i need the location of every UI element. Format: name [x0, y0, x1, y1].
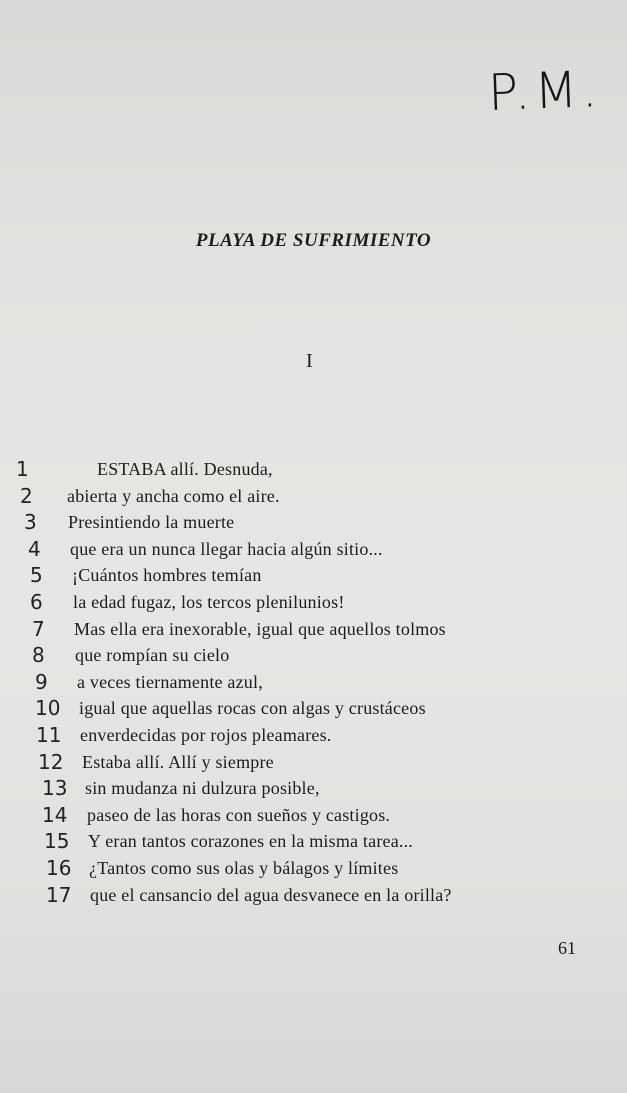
poem-line-text: ¿Tantos como sus olas y bálagos y límites: [89, 857, 399, 878]
poem-line: [0, 615, 627, 642]
poem-line: [0, 641, 627, 668]
poem-line-text: Presintiendo la muerte: [68, 512, 235, 533]
poem-line: [0, 827, 627, 854]
poem-line: [0, 854, 627, 881]
handwritten-line-number: 15: [44, 829, 70, 854]
poem-line-text: enverdecidas por rojos pleamares.: [80, 724, 332, 745]
poem-line-text: igual que aquellas rocas con algas y crustáceos: [79, 698, 426, 719]
page-number: 61: [558, 938, 576, 958]
handwritten-line-number: 9: [35, 669, 48, 694]
poem-line: [0, 561, 627, 588]
handwritten-line-number: 13: [42, 776, 68, 801]
handwritten-line-number: 5: [30, 563, 43, 588]
poem-line: [0, 881, 627, 908]
poem-line-text: ESTABA allí. Desnuda,: [97, 459, 273, 479]
poem-line-text: Mas ella era inexorable, igual que aquellos tolmos: [74, 618, 446, 639]
handwritten-line-number: 17: [46, 882, 72, 907]
poem-line-text: que el cansancio del agua desvanece en la orilla?: [90, 884, 452, 905]
handwritten-line-number: 1: [16, 457, 29, 481]
poem-line: [0, 482, 627, 509]
poem-line: [0, 588, 627, 615]
handwritten-line-number: 4: [28, 536, 41, 561]
poem-line-text: que era un nunca llegar hacia algún sitio...: [70, 538, 383, 559]
handwritten-line-number: 10: [35, 696, 61, 721]
handwritten-line-number: 7: [32, 616, 45, 641]
poem-line: [0, 801, 627, 828]
poem-line-text: sin mudanza ni dulzura posible,: [85, 778, 320, 799]
poem-line: [0, 535, 627, 562]
handwritten-initials: P.M.: [487, 60, 603, 122]
handwritten-line-number: 2: [20, 483, 33, 508]
poem-line: [0, 748, 627, 775]
handwritten-line-number: 3: [24, 510, 37, 535]
poem-line-text: abierta y ancha como el aire.: [67, 485, 280, 506]
poem-line-text: Y eran tantos corazones en la misma tarea...: [88, 831, 413, 852]
poem-line: [0, 774, 627, 801]
handwritten-line-number: 12: [38, 749, 64, 774]
handwritten-line-number: 6: [30, 589, 43, 614]
poem-line-text: ¡Cuántos hombres temían: [72, 565, 262, 586]
poem-line: [0, 508, 627, 535]
poem-line: [0, 455, 627, 482]
poem-line-text: a veces tiernamente azul,: [77, 671, 263, 692]
poem-line-text: la edad fugaz, los tercos plenilunios!: [73, 591, 345, 612]
handwritten-line-number: 14: [42, 802, 68, 827]
poem-line-text: Estaba allí. Allí y siempre: [82, 751, 274, 772]
poem-title: PLAYA DE SUFRIMIENTO: [195, 230, 432, 251]
handwritten-line-number: 8: [32, 643, 45, 668]
poem-body: [0, 455, 627, 907]
handwritten-line-number: 11: [36, 722, 62, 747]
poem-line-text: paseo de las horas con sueños y castigos.: [87, 804, 391, 825]
poem-line: [0, 721, 627, 748]
poem-line: [0, 668, 627, 695]
section-number: I: [306, 350, 313, 372]
handwritten-line-number: 16: [46, 855, 72, 880]
poem-line-text: que rompían su cielo: [75, 645, 230, 666]
poem-line: [0, 694, 627, 721]
